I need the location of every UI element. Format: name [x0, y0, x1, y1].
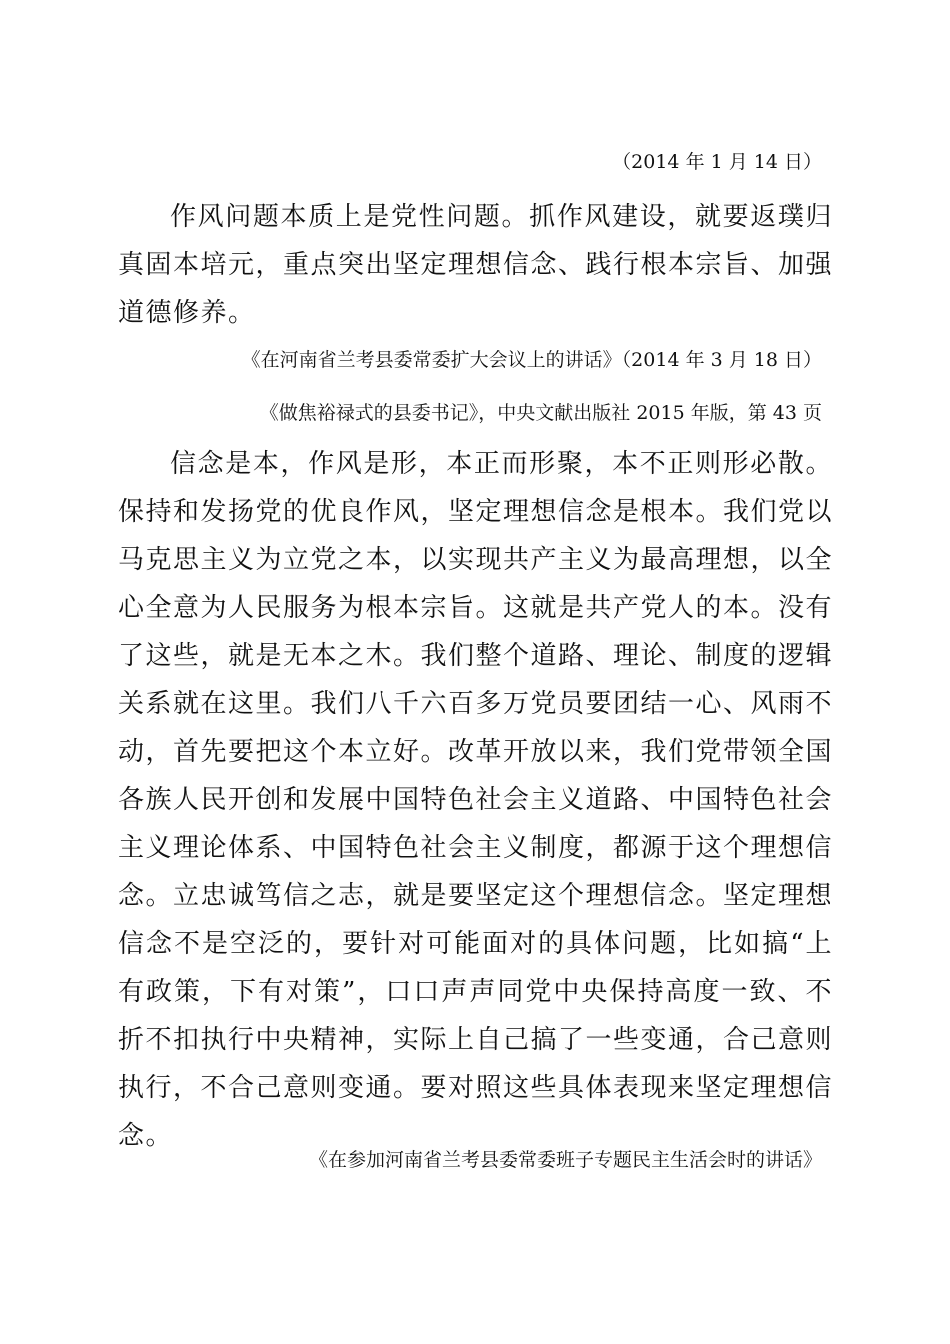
date-citation: （2014 年 1 月 14 日）: [612, 151, 822, 173]
paragraph-conduct: 作风问题本质上是党性问题。抓作风建设，就要返璞归真固本培元，重点突出坚定理想信念、践行根本宗旨、加强道德修养。: [118, 202, 834, 328]
speech-citation-lankao: 《在河南省兰考县委常委扩大会议上的讲话》（2014 年 3 月 18 日）: [241, 349, 822, 371]
book-citation: 《做焦裕禄式的县委书记》，中央文献出版社 2015 年版，第 43 页: [259, 402, 822, 424]
speech-citation-democratic-life: 《在参加河南省兰考县委常委班子专题民主生活会时的讲话》: [308, 1149, 822, 1171]
paragraph-belief: 信念是本，作风是形，本正而形聚，本不正则形必散。保持和发扬党的优良作风，坚定理想信念是根本。我们党以马克思主义为立党之本，以实现共产主义为最高理想，以全心全意为人民服务为根本宗旨。这就是共产党人的本。没有了这些，就是无本之木。我们整个道路、理论、制度的逻辑关系就在这里。我们八千六百多万党员要团结一心、风雨不动，首先要把这个本立好。改革开放以来，我们党带领全国各族人民开创和发展中国特色社会主义道路、中国特色社会主义理论体系、中国特色社会主义制度，都源于这个理想信念。立忠诚笃信之志，就是要坚定这个理想信念。坚定理想信念不是空泛的，要针对可能面对的具体问题，比如搞“上有政策，下有对策”，口口声声同党中央保持高度一致、不折不扣执行中央精神，实际上自己搞了一些变通，合己意则执行，不合己意则变通。要对照这些具体表现来坚定理想信念。: [118, 449, 834, 1151]
